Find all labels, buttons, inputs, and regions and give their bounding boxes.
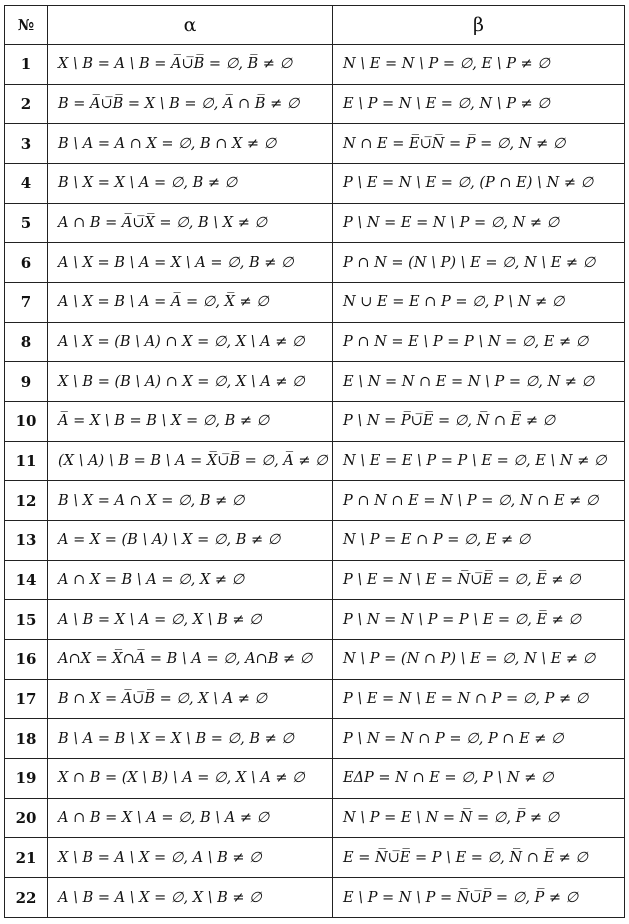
alpha-formula: X \ B = (B \ A) ∩ X = ∅, X \ A ≠ ∅ — [48, 362, 333, 402]
table-row — [5, 640, 625, 680]
alpha-formula: A \ X = (B \ A) ∩ X = ∅, X \ A ≠ ∅ — [48, 322, 333, 362]
table-row — [5, 600, 625, 640]
table-row — [5, 838, 625, 878]
header-beta: β — [333, 6, 625, 45]
row-number: 17 — [5, 679, 48, 719]
alpha-formula: B \ X = A ∩ X = ∅, B ≠ ∅ — [48, 481, 333, 521]
row-number: 7 — [5, 283, 48, 323]
alpha-formula: A \ B = X \ A = ∅, X \ B ≠ ∅ — [48, 600, 333, 640]
row-number: 8 — [5, 322, 48, 362]
table-row — [5, 679, 625, 719]
header-number: № — [5, 6, 48, 45]
table-row — [5, 362, 625, 402]
beta-formula: N \ P = E \ N = N̅ = ∅, P̅ ≠ ∅ — [333, 798, 625, 838]
beta-formula: E \ P = N \ E = ∅, N \ P ≠ ∅ — [333, 84, 625, 124]
alpha-formula: A \ X = B \ A = A̅ = ∅, X̅ ≠ ∅ — [48, 283, 333, 323]
row-number: 14 — [5, 560, 48, 600]
beta-formula: P \ N = E = N \ P = ∅, N ≠ ∅ — [333, 203, 625, 243]
beta-formula: E \ P = N \ P = N̅∪̅P̅ = ∅, P̅ ≠ ∅ — [333, 878, 625, 918]
variants-table-container — [4, 5, 624, 918]
alpha-formula: A∩X = X̅∩A̅ = B \ A = ∅, A∩B ≠ ∅ — [48, 640, 333, 680]
row-number: 20 — [5, 798, 48, 838]
table-row — [5, 322, 625, 362]
table-row — [5, 719, 625, 759]
row-number: 13 — [5, 521, 48, 561]
beta-formula: N \ E = N \ P = ∅, E \ P ≠ ∅ — [333, 45, 625, 85]
header-row — [5, 6, 625, 45]
alpha-formula: B ∩ X = A̅∪̅B̅ = ∅, X \ A ≠ ∅ — [48, 679, 333, 719]
alpha-formula: B \ A = B \ X = X \ B = ∅, B ≠ ∅ — [48, 719, 333, 759]
row-number: 15 — [5, 600, 48, 640]
table-row — [5, 878, 625, 918]
beta-formula: E = N̅∪̅E̅ = P \ E = ∅, N̅ ∩ E̅ ≠ ∅ — [333, 838, 625, 878]
row-number: 11 — [5, 441, 48, 481]
row-number: 9 — [5, 362, 48, 402]
beta-formula: P ∩ N = (N \ P) \ E = ∅, N \ E ≠ ∅ — [333, 243, 625, 283]
beta-formula: P ∩ N ∩ E = N \ P = ∅, N ∩ E ≠ ∅ — [333, 481, 625, 521]
beta-formula: N \ P = E ∩ P = ∅, E ≠ ∅ — [333, 521, 625, 561]
row-number: 6 — [5, 243, 48, 283]
row-number: 19 — [5, 759, 48, 799]
table-body — [5, 45, 625, 918]
table-row — [5, 203, 625, 243]
table-row — [5, 164, 625, 204]
beta-formula: N ∪ E = E ∩ P = ∅, P \ N ≠ ∅ — [333, 283, 625, 323]
beta-formula: P \ E = N \ E = N ∩ P = ∅, P ≠ ∅ — [333, 679, 625, 719]
table-row — [5, 798, 625, 838]
beta-formula: P \ N = N ∩ P = ∅, P ∩ E ≠ ∅ — [333, 719, 625, 759]
row-number: 22 — [5, 878, 48, 918]
row-number: 4 — [5, 164, 48, 204]
alpha-formula: X \ B = A \ B = A̅∪̅B̅ = ∅, B̅ ≠ ∅ — [48, 45, 333, 85]
variants-table — [4, 5, 625, 918]
row-number: 21 — [5, 838, 48, 878]
table-row — [5, 759, 625, 799]
header-alpha: α — [48, 6, 333, 45]
beta-formula: P \ E = N \ E = N̅∪̅E̅ = ∅, E̅ ≠ ∅ — [333, 560, 625, 600]
alpha-formula: A \ X = B \ A = X \ A = ∅, B ≠ ∅ — [48, 243, 333, 283]
beta-formula: P \ N = N \ P = P \ E = ∅, E̅ ≠ ∅ — [333, 600, 625, 640]
beta-formula: N \ E = E \ P = P \ E = ∅, E \ N ≠ ∅ — [333, 441, 625, 481]
alpha-formula: A \ B = A \ X = ∅, X \ B ≠ ∅ — [48, 878, 333, 918]
alpha-formula: A ∩ B = A̅∪̅X̅ = ∅, B \ X ≠ ∅ — [48, 203, 333, 243]
beta-formula: P ∩ N = E \ P = P \ N = ∅, E ≠ ∅ — [333, 322, 625, 362]
alpha-formula: (X \ A) \ B = B \ A = X̅∪̅B̅ = ∅, A̅ ≠ ∅ — [48, 441, 333, 481]
table-row — [5, 124, 625, 164]
alpha-formula: A ∩ X = B \ A = ∅, X ≠ ∅ — [48, 560, 333, 600]
alpha-formula: A = X = (B \ A) \ X = ∅, B ≠ ∅ — [48, 521, 333, 561]
alpha-formula: X ∩ B = (X \ B) \ A = ∅, X \ A ≠ ∅ — [48, 759, 333, 799]
table-row — [5, 560, 625, 600]
table-row — [5, 402, 625, 442]
row-number: 5 — [5, 203, 48, 243]
alpha-formula: B = A̅∪̅B̅ = X \ B = ∅, A̅ ∩ B̅ ≠ ∅ — [48, 84, 333, 124]
beta-formula: P \ N = P̅∪̅E̅ = ∅, N̅ ∩ E̅ ≠ ∅ — [333, 402, 625, 442]
beta-formula: N ∩ E = E̅∪̅N̅ = P̅ = ∅, N ≠ ∅ — [333, 124, 625, 164]
beta-formula: P \ E = N \ E = ∅, (P ∩ E) \ N ≠ ∅ — [333, 164, 625, 204]
alpha-formula: X \ B = A \ X = ∅, A \ B ≠ ∅ — [48, 838, 333, 878]
row-number: 10 — [5, 402, 48, 442]
table-row — [5, 84, 625, 124]
alpha-formula: B \ A = A ∩ X = ∅, B ∩ X ≠ ∅ — [48, 124, 333, 164]
row-number: 3 — [5, 124, 48, 164]
alpha-formula: A ∩ B = X \ A = ∅, B \ A ≠ ∅ — [48, 798, 333, 838]
beta-formula: E \ N = N ∩ E = N \ P = ∅, N ≠ ∅ — [333, 362, 625, 402]
alpha-formula: B \ X = X \ A = ∅, B ≠ ∅ — [48, 164, 333, 204]
table-row — [5, 243, 625, 283]
table-row — [5, 45, 625, 85]
beta-formula: EΔP = N ∩ E = ∅, P \ N ≠ ∅ — [333, 759, 625, 799]
table-row — [5, 441, 625, 481]
table-row — [5, 481, 625, 521]
row-number: 2 — [5, 84, 48, 124]
row-number: 12 — [5, 481, 48, 521]
row-number: 1 — [5, 45, 48, 85]
table-row — [5, 521, 625, 561]
row-number: 16 — [5, 640, 48, 680]
beta-formula: N \ P = (N ∩ P) \ E = ∅, N \ E ≠ ∅ — [333, 640, 625, 680]
row-number: 18 — [5, 719, 48, 759]
alpha-formula: A̅ = X \ B = B \ X = ∅, B ≠ ∅ — [48, 402, 333, 442]
table-row — [5, 283, 625, 323]
